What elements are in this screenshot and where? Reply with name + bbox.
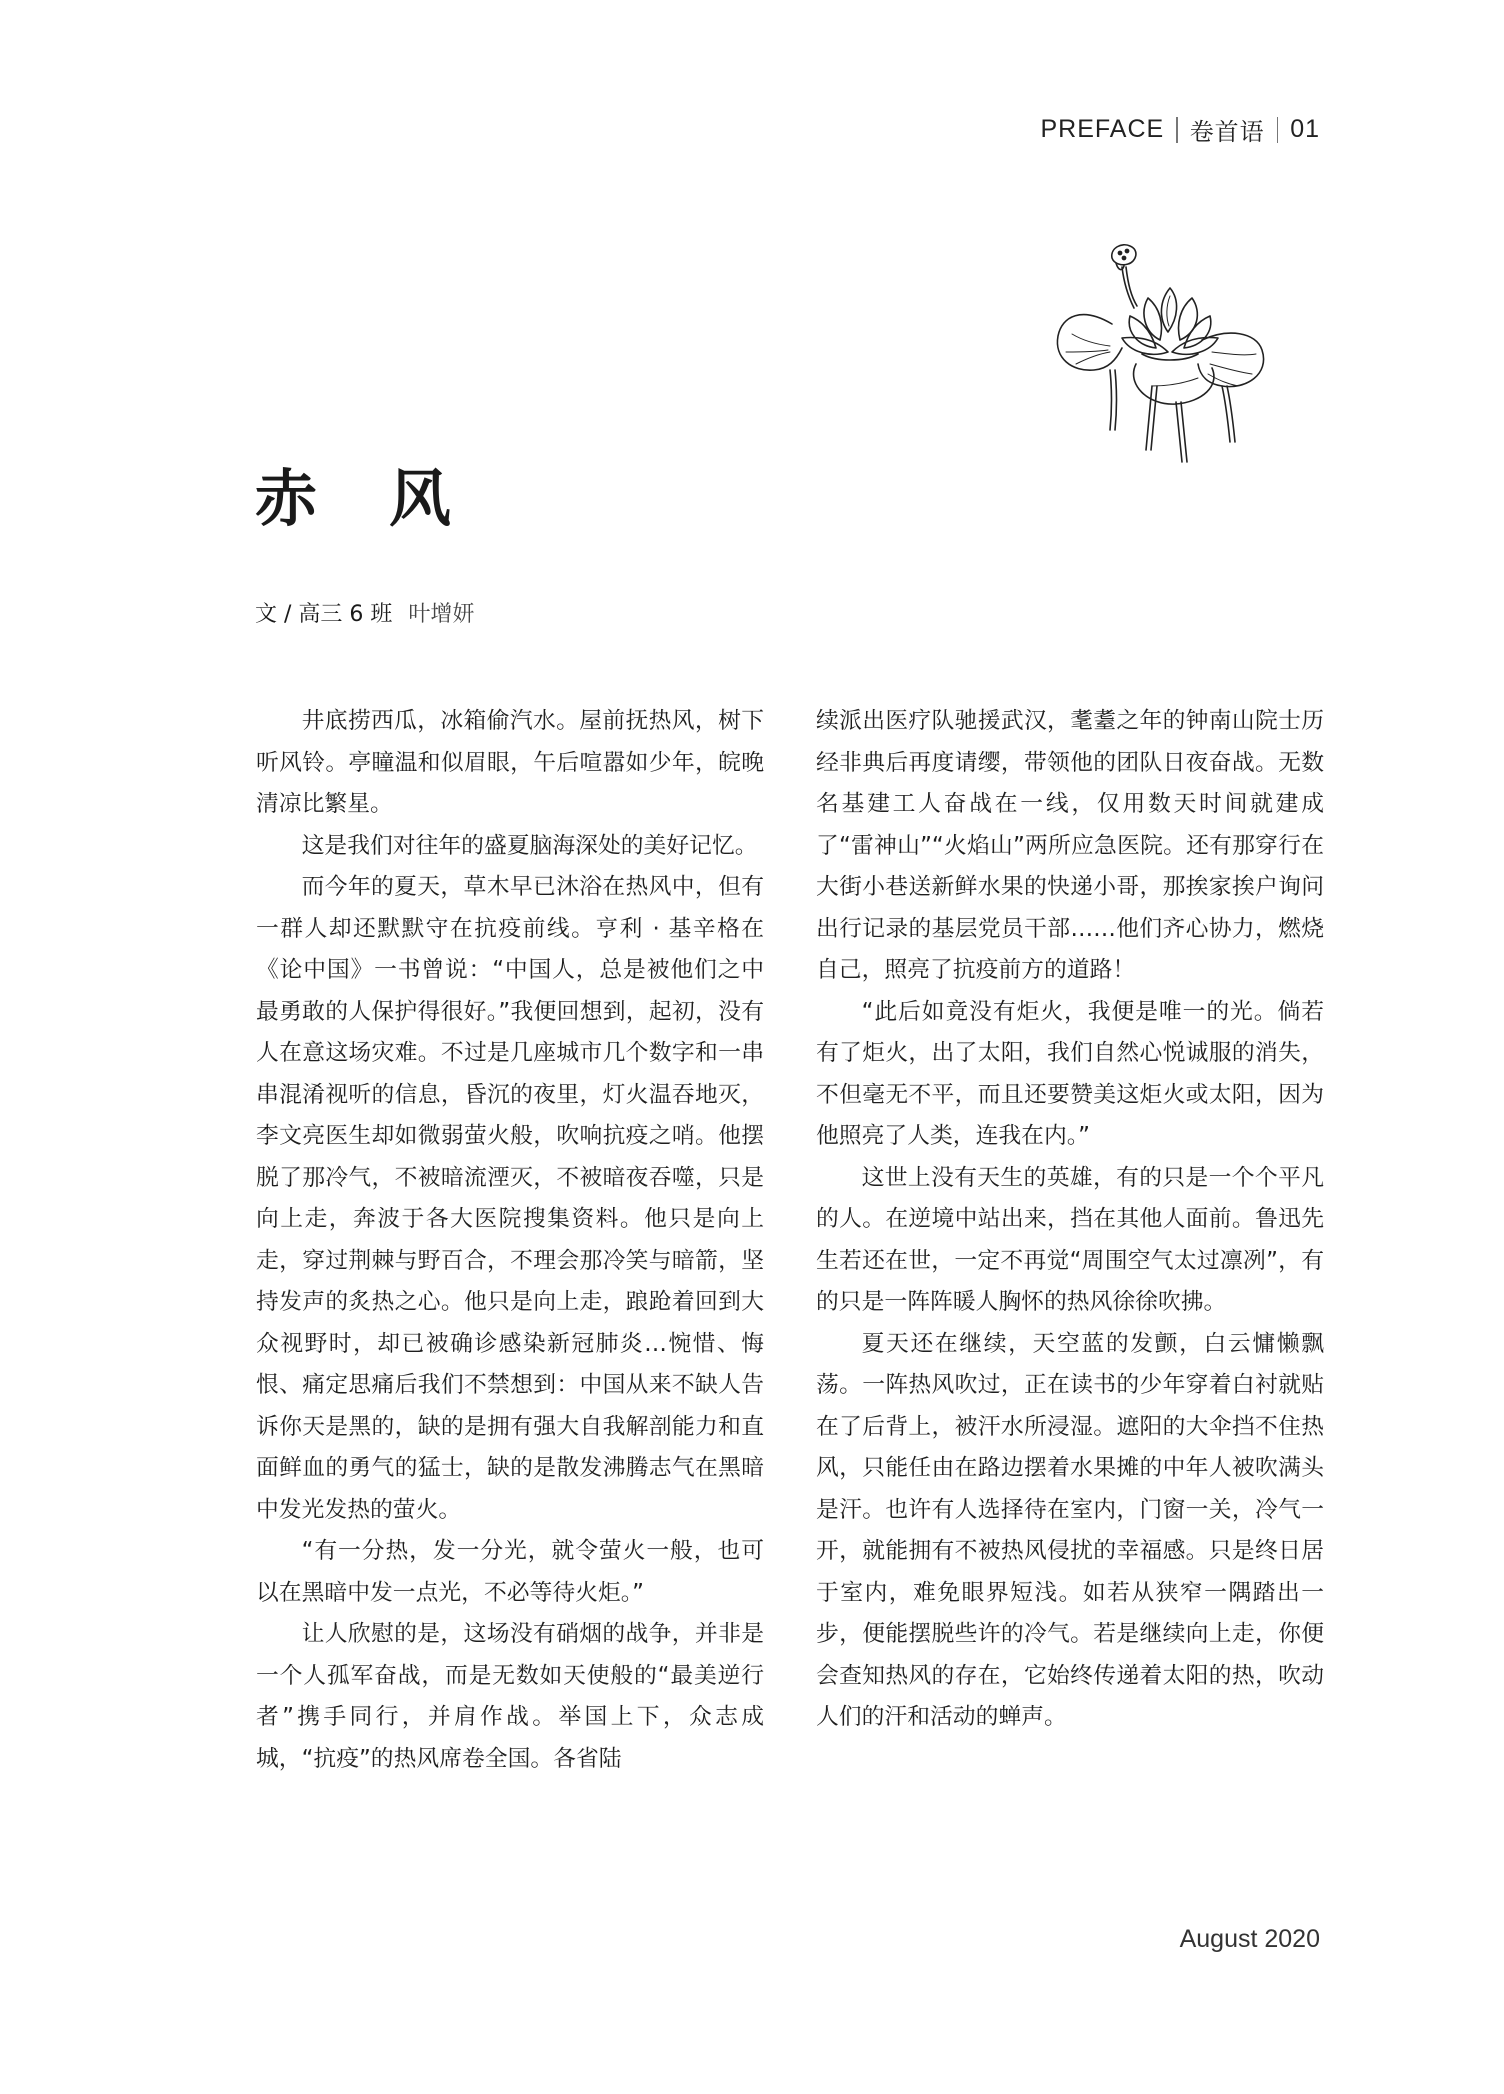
header-divider	[1277, 117, 1279, 143]
body-column-right	[816, 701, 1324, 1739]
paragraph: 这世上没有天生的英雄，有的只是一个个平凡的人。在逆境中站出来，挡在其他人面前。鲁迅先生若还在世，一定不再觉“周围空气太过凛冽”，有的只是一阵阵暖人胸怀的热风徐徐吹拂。	[816, 1164, 1324, 1315]
article-title	[255, 462, 454, 535]
page-number: 01	[1290, 115, 1320, 143]
lotus-icon	[1052, 236, 1286, 468]
byline	[255, 597, 474, 628]
body-column-left	[256, 701, 764, 1780]
section-label-en: PREFACE	[1040, 115, 1165, 143]
paragraph: 让人欣慰的是，这场没有硝烟的战争，并非是一个人孤军奋战，而是无数如天使般的“最美逆行者”携手同行，并肩作战。举国上下，众志成城，“抗疫”的热风席卷全国。各省陆	[256, 1621, 764, 1772]
paragraph: 井底捞西瓜，冰箱偷汽水。屋前抚热风，树下听风铃。亭瞳温和似眉眼，午后喧嚣如少年，皖晚清凉比繁星。	[256, 708, 764, 817]
paragraph: “有一分热，发一分光，就令萤火一般，也可以在黑暗中发一点光，不必等待火炬。”	[256, 1538, 764, 1606]
section-label-cn: 卷首语	[1189, 118, 1265, 146]
paragraph: 而今年的夏天，草木早已沐浴在热风中，但有一群人却还默默守在抗疫前线。亨利 · 基辛格在《论中国》一书曾说：“中国人，总是被他们之中最勇敢的人保护得很好。”我便回想到，起初，没有人在意这场灾难。不过是几座城市几个数字和一串串混淆视听的信息，昏沉的夜里，灯火温吞地灭，李文亮医生却如微弱萤火般，吹响抗疫之哨。他摆脱了那冷气，不被暗流湮灭，不被暗夜吞噬，只是向上走，奔波于各大医院搜集资料。他只是向上走，穿过荆棘与野百合，不理会那冷笑与暗箭，坚持发声的炙热之心。他只是向上走，踉跄着回到大众视野时，却已被确诊感染新冠肺炎…惋惜、悔恨、痛定思痛后我们不禁想到：中国从来不缺人告诉你天是黑的，缺的是拥有强大自我解剖能力和直面鲜血的勇气的猛士，缺的是散发沸腾志气在黑暗中发光发热的萤火。	[256, 874, 764, 1523]
paragraph: 夏天还在继续，天空蓝的发颤，白云慵懒飘荡。一阵热风吹过，正在读书的少年穿着白衬就贴在了后背上，被汗水所浸湿。遮阳的大伞挡不住热风，只能任由在路边摆着水果摊的中年人被吹满头是汗。也许有人选择待在室内，门窗一关，冷气一开，就能拥有不被热风侵扰的幸福感。只是终日居于室内，难免眼界短浅。如若从狭窄一隅踏出一步，便能摆脱些许的冷气。若是继续向上走，你便会查知热风的存在，它始终传递着太阳的热，吹动人们的汗和活动的蝉声。	[816, 1330, 1324, 1730]
paragraph-continued: 续派出医疗队驰援武汉，耄耋之年的钟南山院士历经非典后再度请缨，带领他的团队日夜奋战。无数名基建工人奋战在一线，仅用数天时间就建成了“雷神山”“火焰山”两所应急医院。还有那穿行在大街小巷送新鲜水果的快递小哥，那挨家挨户询问出行记录的基层党员干部……他们齐心协力，燃烧自己，照亮了抗疫前方的道路！	[816, 708, 1324, 983]
header-divider	[1176, 117, 1178, 143]
paragraph: “此后如竟没有炬火，我便是唯一的光。倘若有了炬火，出了太阳，我们自然心悦诚服的消失，不但毫无不平，而且还要赞美这炬火或太阳，因为他照亮了人类，连我在内。”	[816, 998, 1324, 1149]
page-header	[1040, 112, 1320, 147]
paragraph: 这是我们对往年的盛夏脑海深处的美好记忆。	[301, 832, 758, 859]
title-char-2: 风	[389, 462, 454, 535]
byline-label: 文 / 高三 6 班	[255, 602, 393, 627]
author-name: 叶增妍	[408, 602, 475, 627]
title-char-1: 赤	[255, 462, 320, 535]
issue-date: August 2020	[1179, 1925, 1320, 1953]
